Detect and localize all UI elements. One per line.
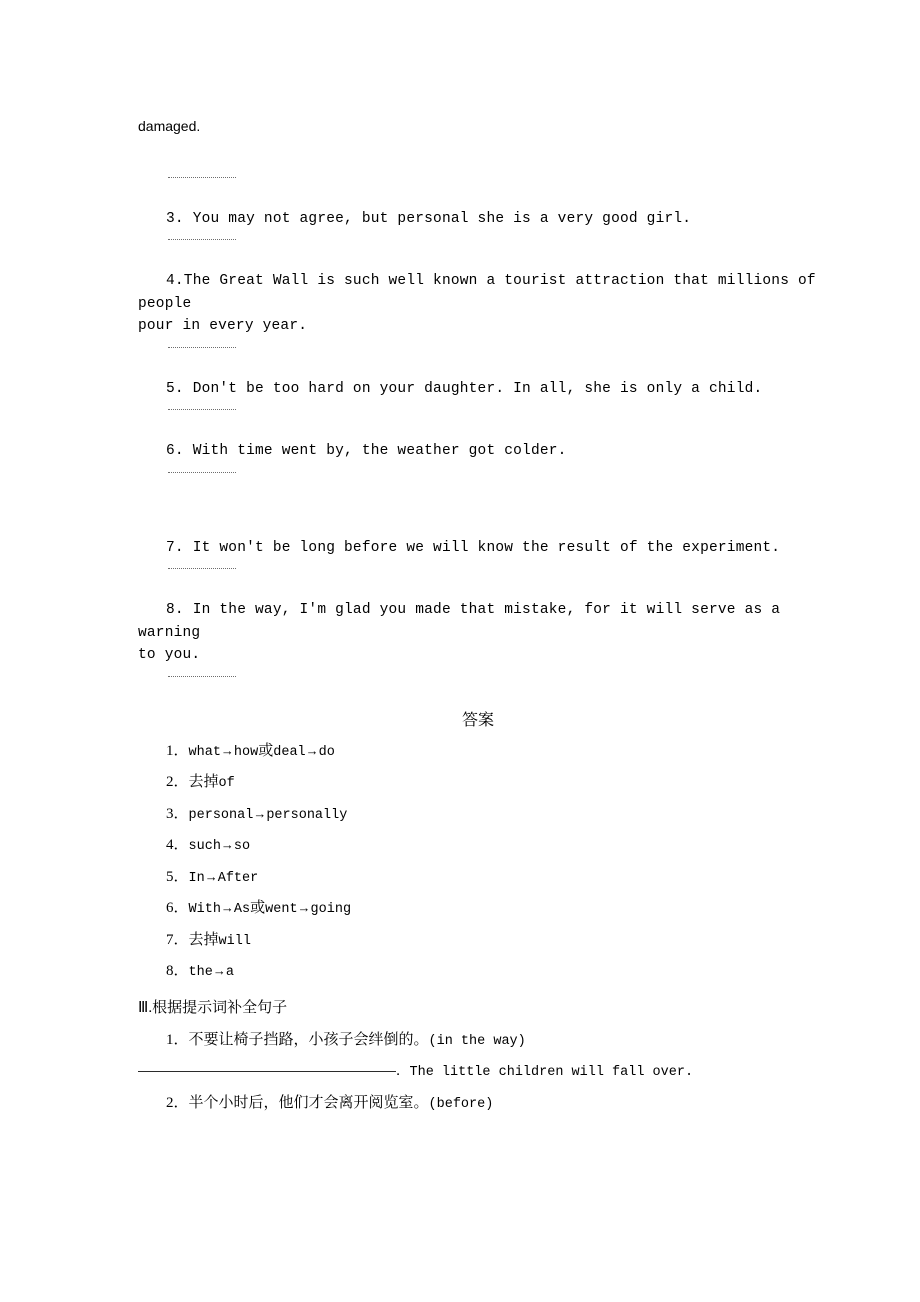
answer-number: 3． [166,805,189,822]
answer-blank-row-6 [138,463,838,503]
answer-text: of [218,776,235,792]
exercise-item-8-cont: to you. [138,647,201,664]
answer-zh: 去掉 [188,774,219,791]
answer-number: 4． [166,837,189,854]
answer-text-4: do [318,744,335,760]
document-content [138,118,838,1119]
answer-blank[interactable] [168,472,236,473]
answer-text-2: a [225,965,234,981]
answer-text-3: went [265,902,298,918]
answer-text-2: As [233,902,251,918]
arrow-icon-2: → [305,742,319,758]
section-item-2 [138,1088,838,1120]
item-zh: 半个小时后，他们才会离开阅览室。 [188,1094,429,1111]
item-number: 1． [166,1031,189,1048]
answer-line-6 [138,893,838,925]
answer-blank[interactable] [168,177,236,178]
answer-blank-row-5 [138,400,838,440]
answer-text: what [188,744,221,760]
answer-blank[interactable] [168,347,236,348]
answer-line-1 [138,736,838,768]
arrow-icon-2: → [297,900,311,916]
answer-text: the [188,965,213,981]
answer-text-2: how [233,744,259,760]
answer-number: 8． [166,963,189,980]
answer-number: 5． [166,868,189,885]
answer-blank[interactable] [168,568,236,569]
answer-blank-row-8 [138,667,838,707]
arrow-icon: → [212,963,226,979]
spacer [138,503,838,537]
answer-text: such [188,839,221,855]
answer-line-2 [138,767,838,799]
answer-conj: 或 [250,900,266,917]
answer-blank[interactable] [168,409,236,410]
answer-section-title: 答案 [461,711,494,729]
answer-text: personal [188,807,254,823]
answer-blank-row-4 [138,338,838,378]
exercise-item-8: 8. In the way, I'm glad you made that mistake, for it will serve as a warning [138,602,781,641]
arrow-icon: → [204,868,218,884]
answer-line-8 [138,956,838,988]
section-item-1 [138,1025,838,1057]
arrow-icon: → [220,742,234,758]
answer-text-3: deal [273,744,306,760]
exercise-item-4-cont: pour in every year. [138,318,308,335]
fill-in-blank[interactable] [138,1071,396,1072]
answer-line-5 [138,862,838,894]
answer-number: 7． [166,931,189,948]
answer-text: will [218,933,251,949]
answer-number: 6． [166,900,189,917]
answer-blank[interactable] [168,239,236,240]
answer-conj: 或 [258,742,274,759]
answer-text-4: going [310,902,352,918]
answer-text-2: so [233,839,251,855]
arrow-icon: → [253,805,267,821]
answer-blank-row-3 [138,230,838,270]
item-hint: (in the way) [428,1033,526,1049]
exercise-item-7: 7. It won't be long before we will know the result of the experiment. [166,539,781,556]
answer-line-7 [138,925,838,957]
exercise-item-6: 6. With time went by, the weather got colder. [166,443,567,460]
item-hint: (before) [428,1096,494,1112]
answer-blank[interactable] [168,676,236,677]
answer-text-2: After [217,870,259,886]
exercise-item-4: 4.The Great Wall is such well known a tourist attraction that millions of people [138,273,816,312]
exercise-item-5: 5. Don't be too hard on your daughter. In all, she is only a child. [166,380,763,397]
answer-line-4 [138,830,838,862]
answer-blank-row-7 [138,559,838,599]
answer-blank-row-2 [138,168,838,208]
answer-line-3 [138,799,838,831]
exercise-item-3: 3. You may not agree, but personal she is a very good girl. [166,211,692,227]
answer-text-2: personally [266,807,348,823]
arrow-icon: → [220,837,234,853]
answer-zh: 去掉 [188,931,219,948]
item-zh: 不要让椅子挡路，小孩子会绊倒的。 [188,1031,429,1048]
answer-text: In [188,870,205,886]
item-number: 2． [166,1094,189,1111]
continued-word: damaged. [138,118,201,134]
answer-number: 1． [166,742,189,759]
answer-text: With [188,902,221,918]
item-answer-tail: ．The little children will fall over. [396,1065,694,1081]
arrow-icon: → [220,900,234,916]
answer-number: 2． [166,774,189,791]
section-heading: Ⅲ.根据提示词补全句子 [138,999,288,1016]
section-item-1-answer-row [138,1056,838,1088]
